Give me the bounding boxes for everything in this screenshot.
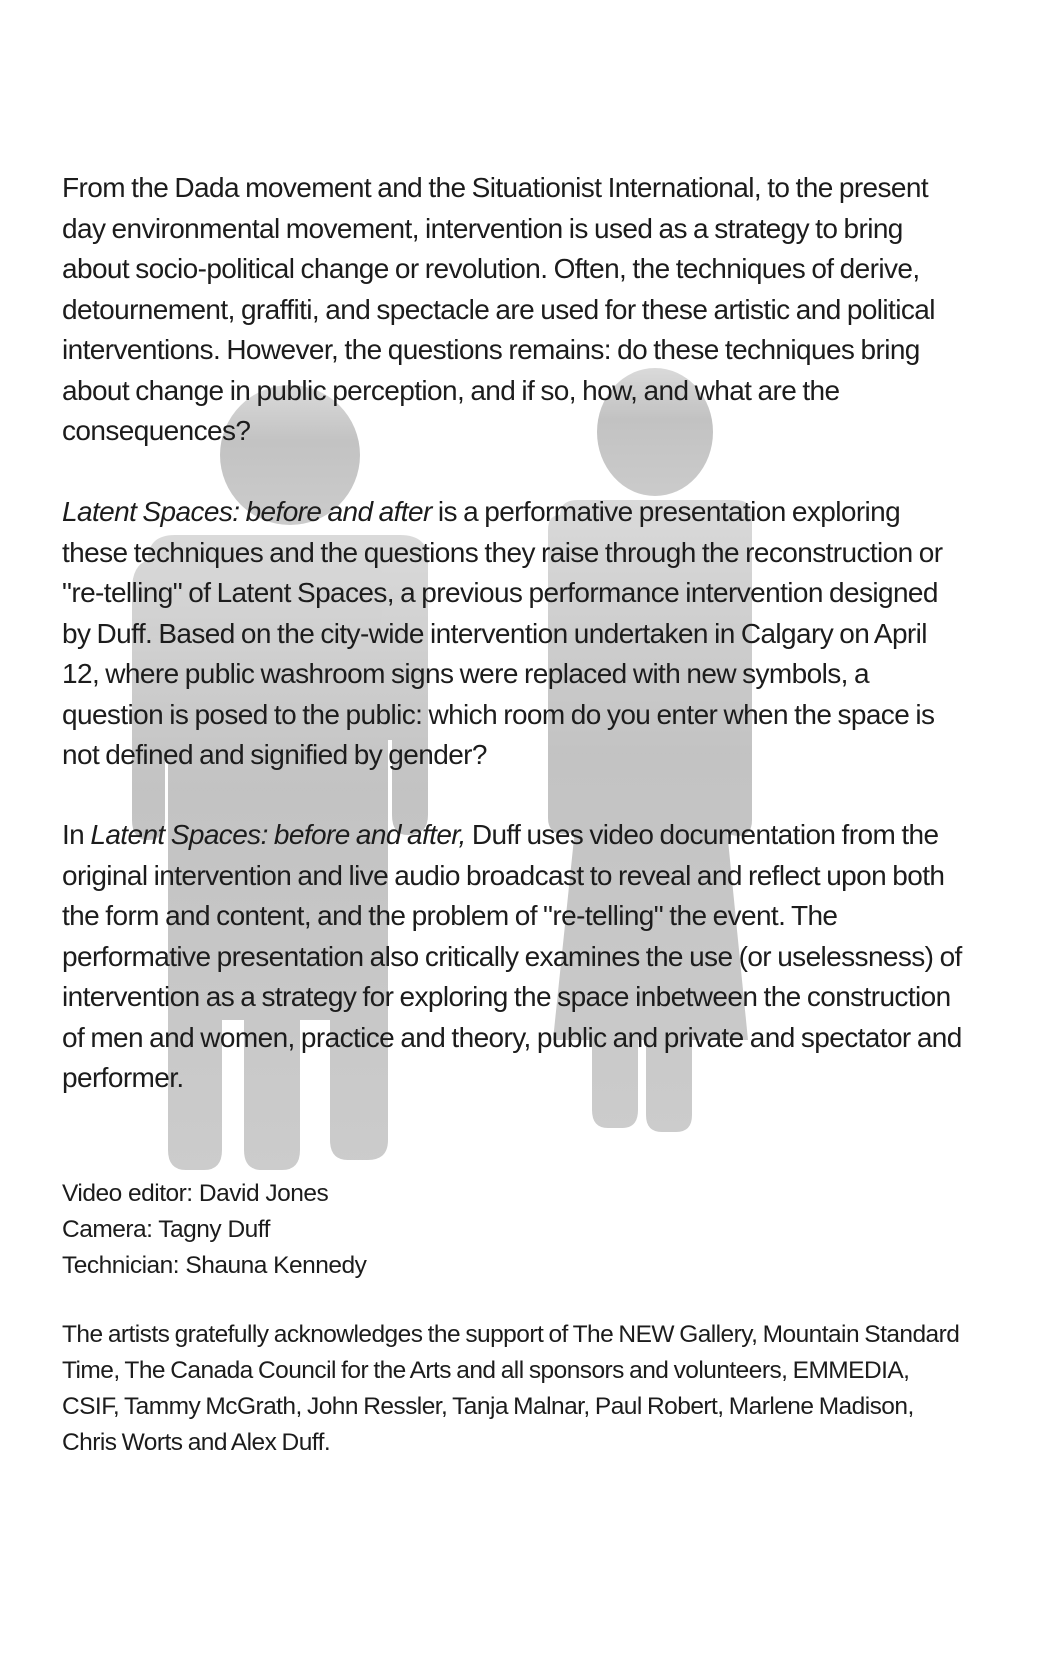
intro-paragraph: From the Dada movement and the Situationist International, to the present day environmental movement, intervention is used as a strategy to bring about socio-political change or revolution. Often, the techniques of derive, detournement, graffiti, and spectacle are used for these artistic and political interventions. However, the questions remains: do these techniques bring about change in public perception, and if so, how, and what are the consequences? bbox=[62, 172, 935, 446]
acknowledgement-paragraph: The artists gratefully acknowledges the support of The NEW Gallery, Mountain Standard Time, The Canada Council for the Arts and all sponsors and volunteers, EMMEDIA, CSIF, Tammy McGrath, John Ressler, Tanja Malnar, Paul Robert, Marlene Madison, Chris Worts and Alex Duff. bbox=[62, 1321, 960, 1456]
work-title-inline: Latent Spaces: before and after, bbox=[90, 819, 466, 850]
method-paragraph bbox=[62, 815, 962, 1099]
credit-camera: Camera: Tagny Duff bbox=[62, 1216, 270, 1243]
description-text: is a performative presentation exploring these techniques and the questions they raise through the reconstruction or "re-telling" of Latent Spaces, a previous performance intervention designed by Duff. Based on the city-wide intervention undertaken in Calgary on April 12, where public washroom signs were replaced with new symbols, a question is posed to the public: which room do you enter when the space is not defined and signified by gender? bbox=[62, 496, 943, 770]
description-paragraph bbox=[62, 492, 962, 776]
credit-video-editor: Video editor: David Jones bbox=[62, 1180, 329, 1207]
method-text: Duff uses video documentation from the original intervention and live audio broadcast to reveal and reflect upon both the form and content, and the problem of "re-telling" the event. The performative presentation also critically examines the use (or uselessness) of intervention as a strategy for exploring the space inbetween the construction of men and women, practice and theory, public and private and spectator and performer. bbox=[62, 819, 962, 1093]
method-lead: In bbox=[62, 819, 91, 850]
credits-list bbox=[62, 1176, 962, 1284]
work-title: Latent Spaces: before and after bbox=[62, 496, 432, 527]
credit-technician: Technician: Shauna Kennedy bbox=[62, 1252, 367, 1279]
